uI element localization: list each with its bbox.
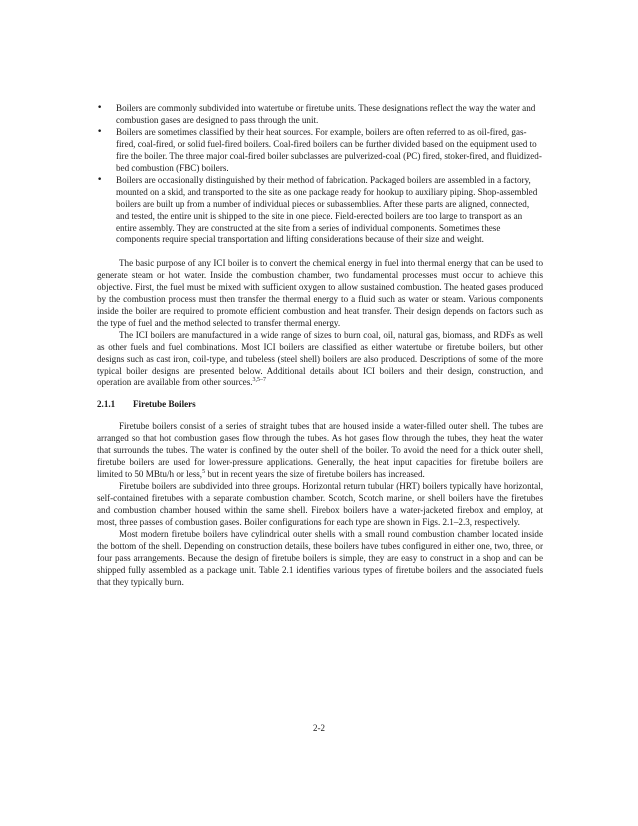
- bullet-list: [97, 103, 543, 246]
- intro-paragraph-1: The basic purpose of any ICI boiler is to convert the chemical energy in fuel into thermal energy that can be used to generate steam or hot water. Inside the combustion chamber, two fundamental processes must occur to achieve this objective. First, the fuel must be mixed with sufficient oxygen to allow sustained combustion. The heated gases produced by the combustion process must then transfer the thermal energy to a fluid such as water or steam. Various components inside the boiler are required to promote efficient combustion and heat transfer. Their design depends on factors such as the type of fuel and the method selected to transfer thermal energy.: [97, 257, 543, 328]
- section-heading: [97, 399, 543, 411]
- section-title: Firetube Boilers: [133, 399, 196, 410]
- firetube-paragraph-3: Most modern firetube boilers have cylindrical outer shells with a small round combustion chamber located inside the bottom of the shell. Depending on construction details, these boilers have tubes configured in either one, two, three, or four pass arrangements. Because the design of firetube boilers is simple, they are easy to construct in a shop and can be shipped fully assembled as a package unit. Table 2.1 identifies various types of firetube boilers and the associated fuels that they typically burn.: [97, 528, 543, 587]
- bullet-icon: •: [97, 174, 103, 185]
- bullet-icon: •: [97, 126, 103, 137]
- bullet-text-2: Boilers are sometimes classified by their heat sources. For example, boilers are often referred to as oil-fired, gas-fired, coal-fired, or solid fuel-fired boilers. Coal-fired boilers can be further divided based on the equipment used to fire the boiler. The three major coal-fired boiler subclasses are pulverized-coal (PC) fired, stoker-fired, and fluidized-bed combustion (FBC) boilers.: [116, 126, 542, 173]
- bullet-text-3: Boilers are occasionally distinguished by their method of fabrication. Packaged boilers are assembled in a factory, mounted on a skid, and transported to the site as one package ready for hookup to auxiliary piping. Shop-assembled boilers are built up from a number of individual pieces or subassemblies. After these parts are aligned, connected, and tested, the entire unit is shipped to the site in one piece. Field-erected boilers are too large to transport as an entire assembly. They are constructed at the site from a series of individual components. Sometimes these components require special transportation and lifting considerations because of their size and weight.: [116, 174, 538, 245]
- reference-superscript: 5: [202, 469, 206, 476]
- bullet-item-2: [97, 127, 543, 175]
- bullet-text-1: Boilers are commonly subdivided into watertube or firetube units. These designations reflect the way the water and combustion gases are designed to pass through the unit.: [116, 103, 536, 125]
- firetube-paragraph-1: Firetube boilers consist of a series of straight tubes that are housed inside a water-filled outer shell. The tubes are arranged so that hot combustion gases flow through the tubes. As hot gases flow through the tubes, they heat the water that surrounds the tubes. The water is confined by the outer shell of the boiler. To avoid the need for a thick outer shell, firetube boilers are used for lower-pressure applications. Generally, the heat input capacities for firetube boilers are limited to 50 MBtu/h or less,$^5$ but in recent years the size of firetube boilers has increased.: [97, 421, 543, 480]
- bullet-item-1: [97, 103, 543, 127]
- bullet-icon: •: [97, 103, 103, 113]
- reference-superscript: 3,5–7: [252, 377, 267, 384]
- bullet-item-3: [97, 175, 543, 247]
- document-page: [97, 103, 543, 589]
- firetube-paragraph-2: Firetube boilers are subdivided into three groups. Horizontal return tubular (HRT) boilers typically have horizontal, self-contained firetubes with a separate combustion chamber. Scotch, Scotch marine, or shell boilers have the firetubes and combustion chamber housed within the same shell. Firebox boilers have a water-jacketed firebox and employ, at most, three passes of combustion gases. Boiler configurations for each type are shown in Figs. 2.1–2.3, respectively.: [97, 481, 543, 527]
- intro-paragraph-2: The ICI boilers are manufactured in a wide range of sizes to burn coal, oil, natural gas, biomass, and RDFs as well as other fuels and fuel combinations. Most ICI boilers are classified as either watertube or firetube boilers, but other designs such as cast iron, coil-type, and tubeless (steel shell) boilers are also produced. Descriptions of some of the more typical boiler designs are presented below. Additional details about ICI boilers and their design, construction, and operation are available from other sources.$^{3,5-7}$: [97, 329, 543, 388]
- section-number: 2.1.1: [97, 399, 116, 410]
- page-number: 2-2: [313, 723, 325, 733]
